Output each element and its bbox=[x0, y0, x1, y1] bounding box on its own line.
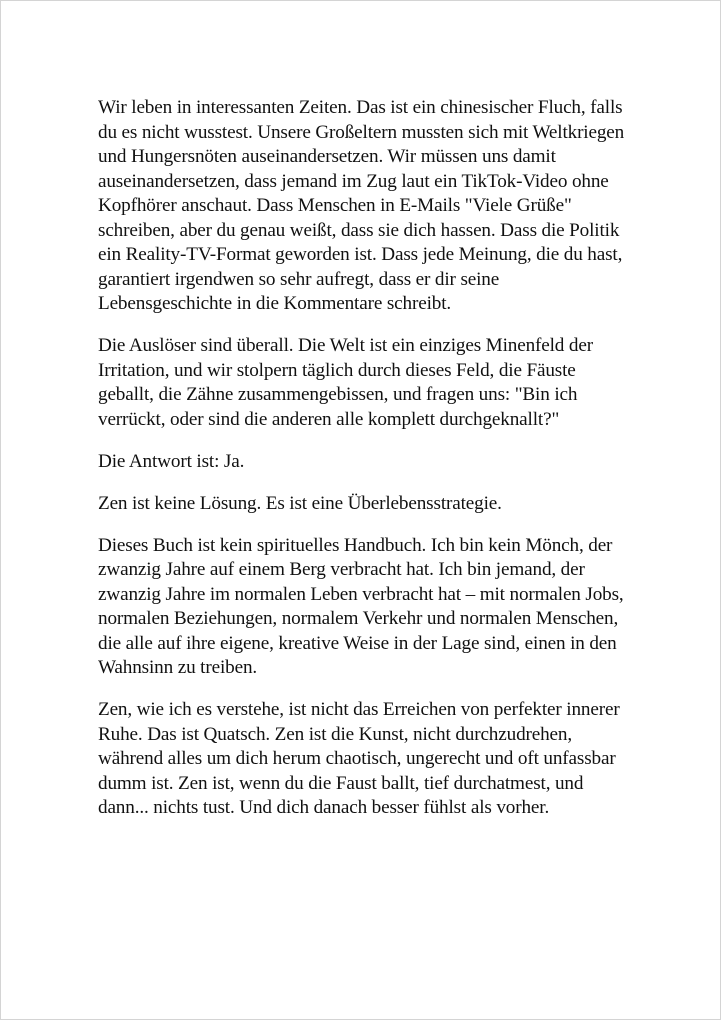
paragraph-4: Zen ist keine Lösung. Es ist eine Überlebensstrategie. bbox=[98, 492, 502, 514]
paragraph-5: Dieses Buch ist kein spirituelles Handbuch. Ich bin kein Mönch, der zwanzig Jahre auf einem Berg verbracht hat. Ich bin jemand, der zwanzig Jahre im normalen Leben verbracht hat – mit normalen Jobs, normalen Beziehungen, normalem Verkehr und normalen Menschen, die alle auf ihre eigene, kreative Weise in der Lage sind, einen in den Wahnsinn zu treiben. bbox=[98, 534, 624, 678]
paragraph-3: Die Antwort ist: Ja. bbox=[98, 450, 245, 472]
paragraph-6: Zen, wie ich es verstehe, ist nicht das Erreichen von perfekter innerer Ruhe. Das ist Quatsch. Zen ist die Kunst, nicht durchzudrehen, während alles um dich herum chaotisch, ungerecht und oft unfassbar dumm ist. Zen ist, wenn du die Faust ballt, tief durchatmest, und dann... nichts tust. Und dich danach besser fühlst als vorher. bbox=[98, 699, 620, 818]
document-body bbox=[98, 96, 633, 838]
paragraph-1: Wir leben in interessanten Zeiten. Das ist ein chinesischer Fluch, falls du es nicht wusstest. Unsere Großeltern mussten sich mit Weltkriegen und Hungersnöten auseinandersetzen. Wir müssen uns damit auseinandersetzen, dass jemand im Zug laut ein TikTok-Video ohne Kopfhörer anschaut. Dass Menschen in E-Mails "Viele Grüße" schreiben, aber du genau weißt, dass sie dich hassen. Dass die Politik ein Reality-TV-Format geworden ist. Dass jede Meinung, die du hast, garantiert irgendwen so sehr aufregt, dass er dir seine Lebensgeschichte in die Kommentare schreibt. bbox=[98, 97, 625, 314]
paragraph-2: Die Auslöser sind überall. Die Welt ist ein einziges Minenfeld der Irritation, und wir stolpern täglich durch dieses Feld, die Fäuste geballt, die Zähne zusammengebissen, und fragen uns: "Bin ich verrückt, oder sind die anderen alle komplett durchgeknallt?" bbox=[98, 335, 593, 430]
